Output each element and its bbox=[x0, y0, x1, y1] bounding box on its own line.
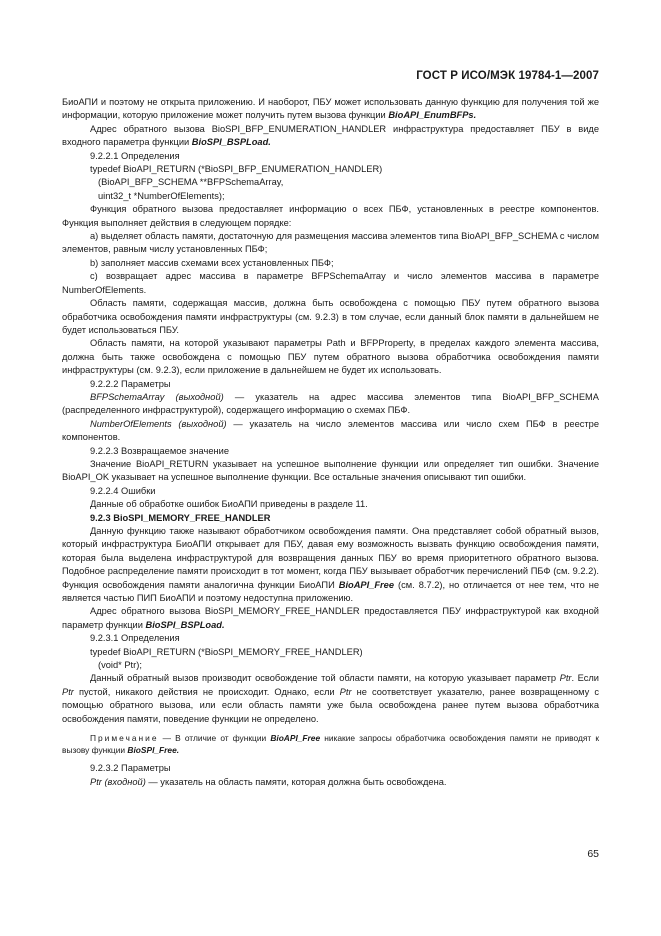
paragraph: Значение BioAPI_RETURN указывает на успешное выполнение функции или определяет тип ошибки. Значение BioAPI_OK указывает на успешное выполнение функции. Все остальные значения описывают тип ошибки. bbox=[62, 458, 599, 483]
paragraph: БиоАПИ и поэтому не открыта приложению. И наоборот, ПБУ может использовать данную функцию для получения той же информации, которую приложение может получить путем вызова функции BioAPI_EnumBFPs. bbox=[62, 97, 599, 121]
code-line: (void* Ptr); bbox=[98, 660, 142, 671]
note: Примечание — В отличие от функции BioAPI_Free никакие запросы обработчика освобождения памяти не приводят к вызову функции BioSPI_Free. bbox=[62, 733, 600, 756]
section-heading-9221: 9.2.2.1 Определения bbox=[90, 150, 180, 161]
list-item: b) заполняет массив схемами всех установленных ПБФ; bbox=[90, 257, 334, 268]
section-heading-9232: 9.2.3.2 Параметры bbox=[90, 763, 171, 774]
paragraph: NumberOfElements (выходной) — указатель на число элементов массива или число схем ПБФ в реестре компонентов. bbox=[62, 418, 599, 443]
section-heading-9222: 9.2.2.2 Параметры bbox=[90, 378, 171, 389]
list-item: a) выделяет область памяти, достаточную для размещения массива элементов типа BioAPI_BFP_SCHEMA с числом элементов, равным числу установленных ПБФ; bbox=[62, 231, 599, 255]
paragraph: Ptr (входной) — указатель на область памяти, которая должна быть освобождена. bbox=[90, 776, 447, 787]
paragraph: Адрес обратного вызова BioSPI_MEMORY_FREE_HANDLER предоставляется ПБУ инфраструктурой как входной параметр функции BioSPI_BSPLoad. bbox=[62, 606, 599, 630]
code-line: typedef BioAPI_RETURN (*BioSPI_MEMORY_FREE_HANDLER) bbox=[90, 646, 363, 657]
paragraph: Данный обратный вызов производит освобождение той области памяти, на которую указывает параметр Ptr. Если Ptr пустой, никакого действия не происходит. Однако, если Ptr не соответствует указателю, ранее возвращенному с помощью обратного вызова, или если область памяти уже была освобождена ранее путем вызова обработчика освобождения памяти, поведение функции не определено. bbox=[62, 673, 600, 724]
list-item: c) возвращает адрес массива в параметре BFPSchemaArray и число элементов массива в параметре NumberOfElements. bbox=[62, 271, 599, 295]
code-line: (BioAPI_BFP_SCHEMA **BFPSchemaArray, bbox=[98, 177, 284, 188]
paragraph: Данные об обработке ошибок БиоАПИ приведены в разделе 11. bbox=[90, 499, 368, 510]
paragraph: BFPSchemaArray (выходной) — указатель на адрес массива элементов типа BioAPI_BFP_SCHEMA (распределенного инфраструктурой), содержащего информацию о схемах ПБФ. bbox=[62, 391, 599, 416]
paragraph: Данную функцию также называют обработчиком освобождения памяти. Она представляет собой обратный вызов, который инфраструктура БиоАПИ открывает для ПБУ, давая ему возможность вызвать функцию освобождения памяти, которая была выделена инфраструктурой для возвращения данных ПБУ во время приоритетного обратного вызова. Подобное распределение памяти происходит в тот момент, когда ПБУ вызывает обработчик перечислений ПБФ (см. 9.2.2). Функция освобождения памяти аналогична функции БиоАПИ BioAPI_Free (см. 8.7.2), но отличается от нее тем, что не является частью ПИП БиоАПИ и поэтому недоступна приложению. bbox=[62, 526, 599, 604]
section-heading-9231: 9.2.3.1 Определения bbox=[90, 633, 180, 644]
paragraph: Область памяти, на которой указывают параметры Path и BFPProperty, в пределах каждого элемента массива, должна быть также освобождена с помощью ПБУ путем обратного вызова обработчика освобождения памяти инфраструктуры (см. 9.2.3), если приложение в дальнейшем не будет их использовать. bbox=[62, 338, 599, 376]
section-heading-9224: 9.2.2.4 Ошибки bbox=[90, 485, 156, 496]
page-body bbox=[62, 96, 599, 789]
section-heading-9223: 9.2.2.3 Возвращаемое значение bbox=[90, 445, 230, 456]
code-line: uint32_t *NumberOfElements); bbox=[98, 190, 225, 201]
page-number: 65 bbox=[587, 848, 599, 860]
paragraph: Область памяти, содержащая массив, должна быть освобождена с помощью ПБУ путем обратного вызова обработчика освобождения памяти инфраструктуры (см. 9.2.3) в том случае, если данный блок памяти в дальнейшем не будет использоваться ПБУ. bbox=[62, 298, 599, 335]
paragraph: Функция обратного вызова предоставляет информацию о всех ПБФ, установленных в реестре компонентов. Функция выполняет действия в следующем порядке: bbox=[62, 204, 599, 228]
section-heading-923: 9.2.3 BioSPI_MEMORY_FREE_HANDLER bbox=[90, 512, 271, 523]
document-header: ГОСТ Р ИСО/МЭК 19784-1—2007 bbox=[416, 70, 599, 82]
paragraph: Адрес обратного вызова BioSPI_BFP_ENUMERATION_HANDLER инфраструктура предоставляет ПБУ в виде входного параметра функции BioSPI_BSPLoad. bbox=[62, 123, 599, 148]
code-line: typedef BioAPI_RETURN (*BioSPI_BFP_ENUMERATION_HANDLER) bbox=[90, 164, 383, 175]
